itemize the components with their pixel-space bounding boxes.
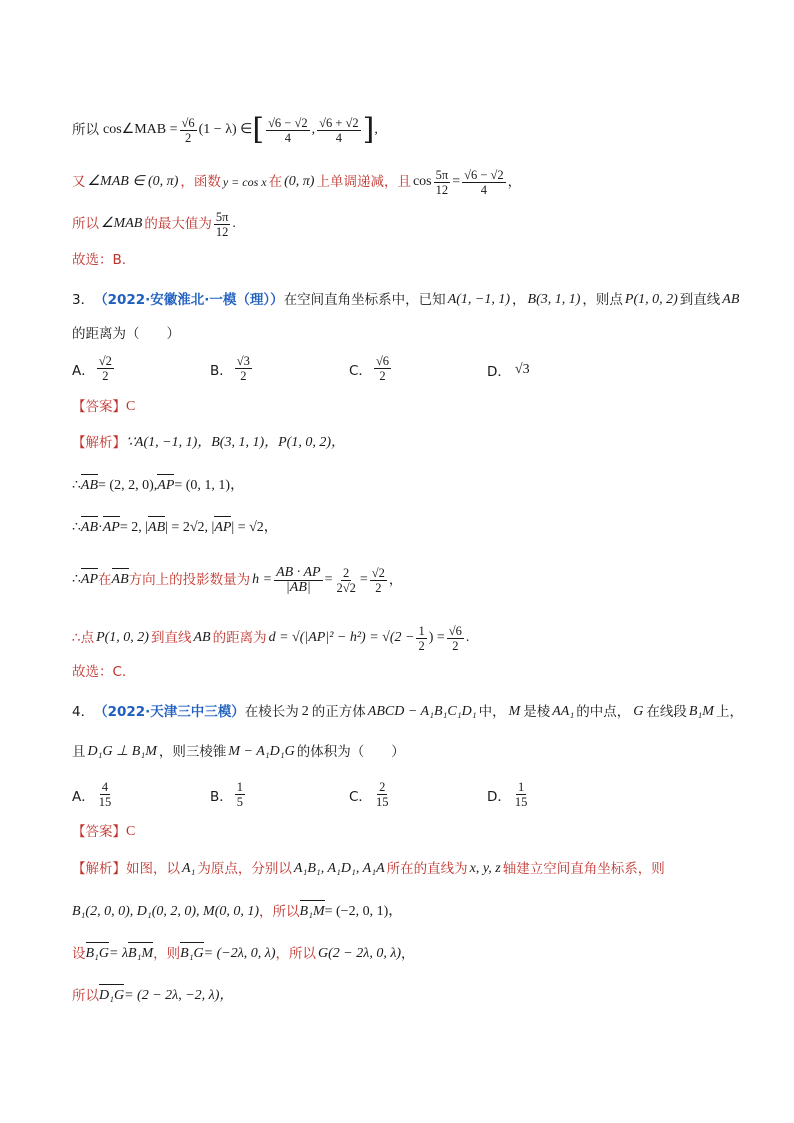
option-a: A． $\frac{√2}{2}$	[72, 354, 112, 383]
option-c: C． $\frac{2}{15}$	[349, 780, 389, 809]
formula: cos∠MAB =	[103, 122, 178, 137]
question-3-line1: 3． （2022·安徽淮北·一模（理）） 在空间直角坐标系中，已知 A(1, −1, 1) ， B(3, 1, 1) ，则点 P(1, 0, 2) 到直线 AB	[72, 292, 740, 308]
option-b: B． $\frac{√3}{2}$	[210, 354, 250, 383]
question-3-line2: 的距离为（ ）	[72, 326, 180, 342]
analysis-4-line1: 【解析】 如图，以 A₁ 为原点，分别以 A₁B₁, A₁D₁, A₁A 所在的直线为 x, y, z 轴建立空间直角坐标系，则	[72, 861, 665, 877]
left-bracket: [	[252, 112, 265, 147]
text: 所以	[72, 122, 99, 138]
question-4-line2: 且 D₁G ⊥ B₁M ，则三棱锥 M − A₁D₁G 的体积为（ ）	[72, 744, 405, 760]
analysis-3-line5: ∴点 P(1, 0, 2) 到直线 AB 的距离为 d = √(|AP|² − h²) = √(2 − $\frac{1}{2}$ ) = $\frac{√6}{2}$ .	[72, 623, 470, 653]
fraction: $\frac{√6 + √2}{4}$	[319, 115, 359, 145]
fraction: $\frac{√6 - √2}{4}$	[268, 115, 308, 145]
line-monotonic: 又 ∠MAB ∈ (0, π) ，函数 y = cos x 在 (0, π) 上单调递减，且 cos $\frac{5\pi}{12}$ = $\frac{√6 - √2}{4}$ ，	[72, 167, 522, 197]
analysis-3-line2: ∴ AB = (2, 2, 0), AP = (0, 1, 1)，	[72, 476, 244, 496]
question-4-line1: 4． （2022·天津三中三模） 在棱长为 2 的正方体 ABCD − A₁B₁C₁D₁ 中， M 是棱 AA₁ 的中点， G 在线段 B₁M 上，	[72, 704, 743, 720]
analysis-4-line2: B₁(2, 0, 0), D₁(0, 2, 0), M(0, 0, 1) ，所以 B₁M = (−2, 0, 1)，	[72, 904, 403, 920]
analysis-4-line3: 设 B₁G = λ B₁M ，则 B₁G = (−2λ, 0, λ) ，所以 G(2 − 2λ, 0, λ) ，	[72, 946, 415, 962]
answer-3: 【答案】 C	[72, 399, 136, 415]
choose-b: 故选：B.	[72, 252, 127, 268]
analysis-4-line4: 所以 D₁G = (2 − 2λ, −2, λ)，	[72, 988, 234, 1004]
analysis-3-line4: ∴ AP 在 AB 方向上的投影数量为 h = $\frac{AB \cdot AP}{|AB|}$ = $\frac{2}{2√2}$ = $\frac{√2}{2}$ ，	[72, 564, 403, 595]
answer-4: 【答案】 C	[72, 824, 136, 840]
option-c: C． $\frac{√6}{2}$	[349, 354, 390, 383]
analysis-3-line3: ∴ AB · AP = 2, | AB | = 2√2, | AP | = √2，	[72, 518, 278, 538]
line-max-value: 所以 ∠MAB 的最大值为 $\frac{5\pi}{12}$ .	[72, 209, 236, 239]
right-bracket: ]	[362, 112, 375, 147]
line-cos-range: 所以 cos∠MAB = $\frac{√6}{2}$ (1 − λ) ∈ [ $\frac{√6 - √2}{4}$ , $\frac{√6 + √2}{4}$ ] ,	[72, 112, 378, 147]
option-b: B． $\frac{1}{5}$	[210, 780, 244, 809]
formula: (1 − λ) ∈	[198, 122, 253, 137]
option-d: D． √3	[487, 362, 530, 380]
option-d: D． $\frac{1}{15}$	[487, 780, 528, 809]
choose-c: 故选：C.	[72, 664, 127, 680]
fraction: $\frac{√6}{2}$	[181, 115, 195, 145]
analysis-3-line1: 【解析】 ∵A(1, −1, 1)，B(3, 1, 1)，P(1, 0, 2)，	[72, 435, 345, 451]
option-a: A． $\frac{4}{15}$	[72, 780, 112, 809]
